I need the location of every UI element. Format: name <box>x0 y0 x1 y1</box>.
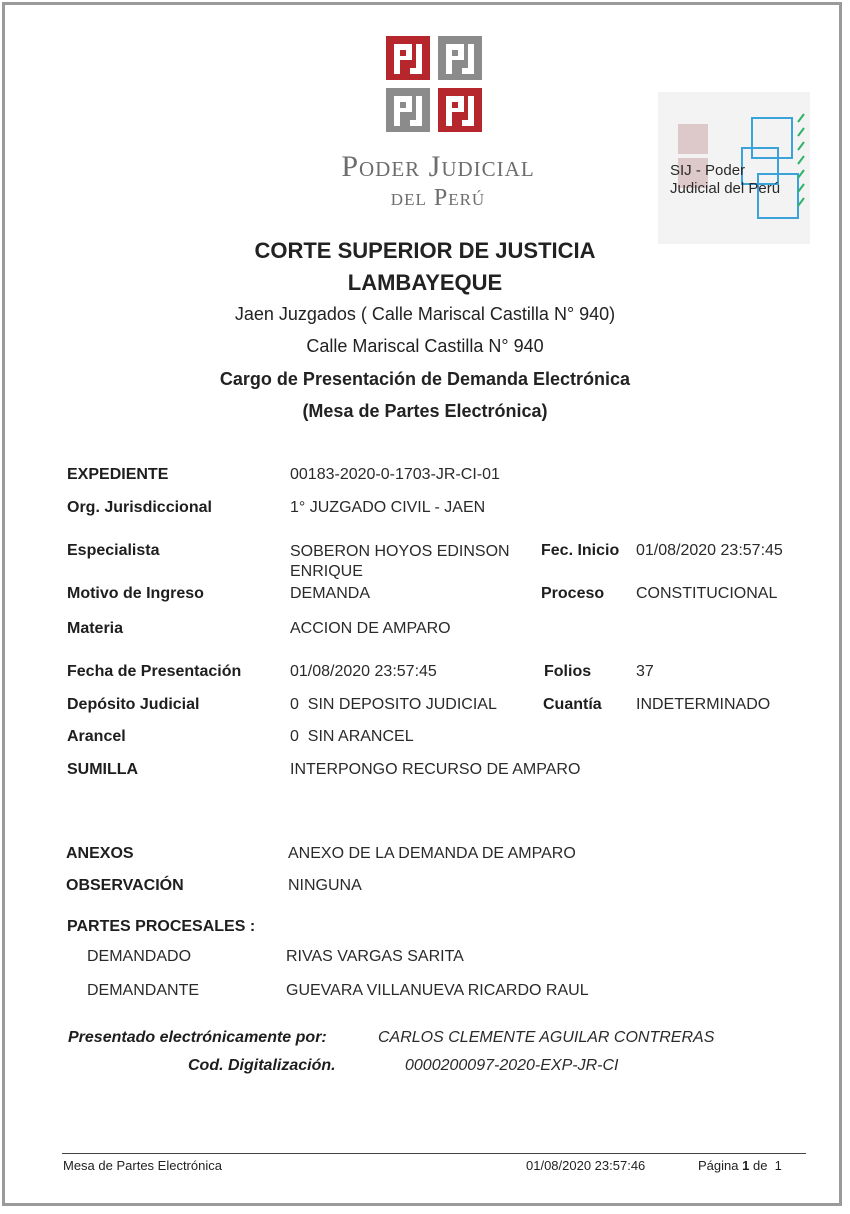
proceso-label: Proceso <box>541 585 605 602</box>
arancel-value: 0 SIN ARANCEL <box>290 728 414 745</box>
presentado-por-value: CARLOS CLEMENTE AGUILAR CONTRERAS <box>378 1029 715 1046</box>
fecha-presentacion-value: 01/08/2020 23:57:45 <box>290 663 437 680</box>
document-title: Cargo de Presentación de Demanda Electrónica <box>219 369 631 389</box>
anexos-value: ANEXO DE LA DEMANDA DE AMPARO <box>288 845 576 862</box>
folios-value: 37 <box>636 663 654 680</box>
cuantia-value: INDETERMINADO <box>636 696 771 713</box>
org-jurisdiccional-value: 1° JUZGADO CIVIL - JAEN <box>290 499 486 516</box>
party-name: RIVAS VARGAS SARITA <box>286 948 464 965</box>
cod-digitalizacion-value: 0000200097-2020-EXP-JR-CI <box>405 1057 619 1074</box>
footer-page-total: 1 <box>774 1158 782 1173</box>
seal-text <box>670 162 780 198</box>
court-address-line-2: Calle Mariscal Castilla N° 940 <box>306 336 544 356</box>
footer-left-text: Mesa de Partes Electrónica <box>63 1158 222 1173</box>
arancel-label: Arancel <box>67 728 126 745</box>
footer-divider <box>62 1153 806 1154</box>
footer-page-number: 1 <box>742 1158 750 1173</box>
org-jurisdiccional-label: Org. Jurisdiccional <box>67 499 212 516</box>
party-name: GUEVARA VILLANUEVA RICARDO RAUL <box>286 982 589 999</box>
logo-line-2: del Perú <box>390 185 486 211</box>
especialista-label: Especialista <box>67 542 160 559</box>
sumilla-value: INTERPONGO RECURSO DE AMPARO <box>290 761 581 778</box>
court-address-line-1: Jaen Juzgados ( Calle Mariscal Castilla N° 940) <box>234 304 616 324</box>
presentado-por-label: Presentado electrónicamente por: <box>68 1029 327 1046</box>
especialista-value: SOBERON HOYOS EDINSON ENRIQUE <box>290 543 510 580</box>
footer-page-word: Página <box>698 1158 739 1173</box>
motivo-ingreso-label: Motivo de Ingreso <box>67 585 204 602</box>
proceso-value: CONSTITUCIONAL <box>636 585 778 602</box>
fec-inicio-value: 01/08/2020 23:57:45 <box>636 542 783 559</box>
court-name-line-2: LAMBAYEQUE <box>347 270 503 295</box>
motivo-ingreso-value: DEMANDA <box>290 585 371 602</box>
cod-digitalizacion-label: Cod. Digitalización. <box>188 1057 336 1074</box>
fec-inicio-label: Fec. Inicio <box>541 542 620 559</box>
materia-value: ACCION DE AMPARO <box>290 620 451 637</box>
partes-procesales-title: PARTES PROCESALES : <box>67 918 256 935</box>
logo-line-1: Poder Judicial <box>341 150 535 183</box>
deposito-judicial-label: Depósito Judicial <box>67 696 200 713</box>
seal-text-line-2: Judicial del Perú <box>670 180 781 197</box>
footer-page-indicator <box>698 1158 782 1173</box>
expediente-value: 00183-2020-0-1703-JR-CI-01 <box>290 466 500 483</box>
fecha-presentacion-label: Fecha de Presentación <box>67 663 242 680</box>
observacion-label: OBSERVACIÓN <box>66 877 184 894</box>
document-subtitle: (Mesa de Partes Electrónica) <box>302 401 548 421</box>
poder-judicial-logo <box>386 36 490 132</box>
sumilla-label: SUMILLA <box>67 761 139 778</box>
observacion-value: NINGUNA <box>288 877 362 894</box>
materia-label: Materia <box>67 620 124 637</box>
logo-wordmark <box>318 150 558 212</box>
anexos-label: ANEXOS <box>66 845 134 862</box>
court-name-line-1: CORTE SUPERIOR DE JUSTICIA <box>254 238 596 263</box>
deposito-judicial-value: 0 SIN DEPOSITO JUDICIAL <box>290 696 497 713</box>
folios-label: Folios <box>544 663 592 680</box>
party-role: DEMANDADO <box>87 948 192 965</box>
digital-signature-seal <box>658 92 810 244</box>
expediente-label: EXPEDIENTE <box>67 466 169 483</box>
seal-text-line-1: SIJ - Poder <box>670 162 746 179</box>
footer-page-of: de <box>752 1158 768 1173</box>
party-role: DEMANDANTE <box>87 982 200 999</box>
cuantia-label: Cuantía <box>543 696 602 713</box>
footer-timestamp: 01/08/2020 23:57:46 <box>526 1158 646 1173</box>
